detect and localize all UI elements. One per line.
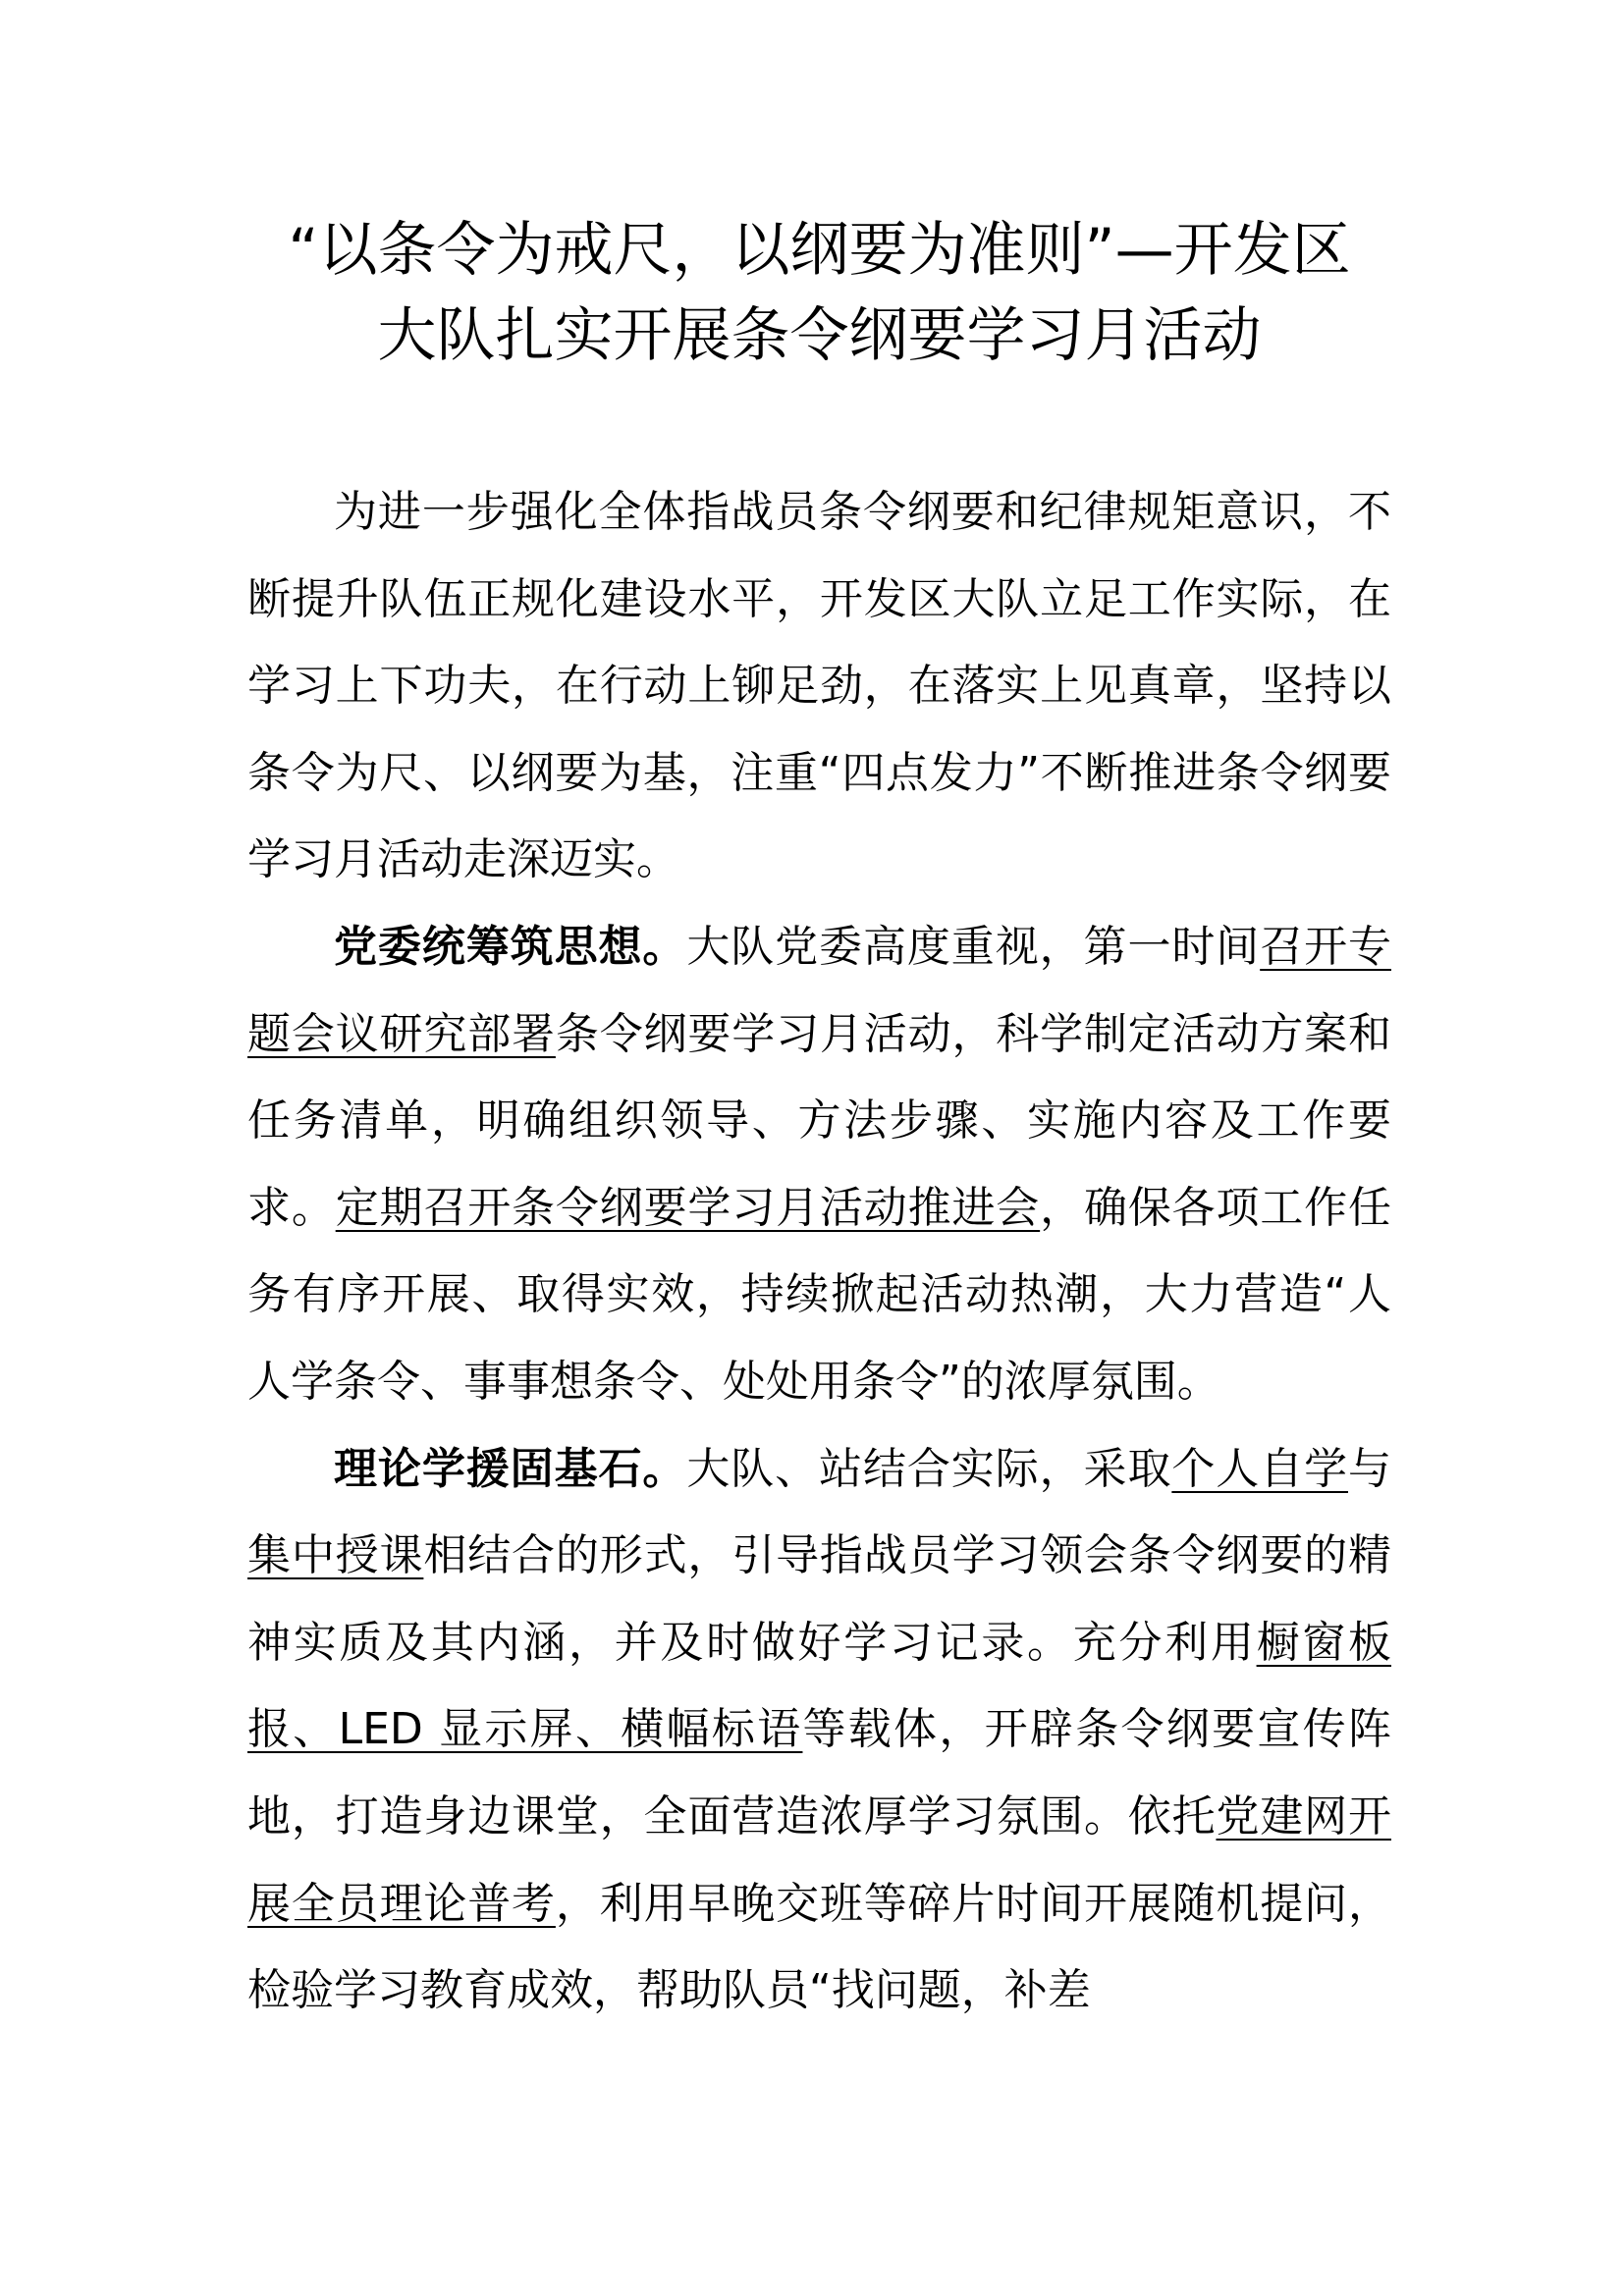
- body-text: ，确保各项工作任务有序开展、取得实效，持续掀起活动热潮，大力营造“人人学条令、事事想条令、处处用条令”的浓厚氛围。: [247, 1182, 1392, 1407]
- body-text: 大队党委高度重视，第一时间: [686, 921, 1261, 972]
- section-party-committee: [247, 904, 1391, 1426]
- underlined-text: 党建网开展全员理论普考: [247, 1790, 1392, 1929]
- section-theory-study: [247, 1426, 1391, 2035]
- document-page: [247, 208, 1391, 2035]
- underlined-text: 定期召开条令纲要学习月活动推进会: [335, 1182, 1041, 1233]
- underlined-text: 橱窗板报、LED 显示屏、横幅标语: [247, 1617, 1392, 1755]
- body-text: 条令纲要学习月活动，科学制定活动方案和任务清单，明确组织领导、方法步骤、实施内容及工作要求。: [247, 1008, 1392, 1233]
- body-text: 与: [1348, 1443, 1392, 1494]
- underlined-text: 集中授课: [247, 1530, 424, 1581]
- section-heading: 党委统筹筑思想。: [334, 921, 687, 972]
- underlined-text: 召开专题会议研究部署: [247, 921, 1392, 1059]
- title-line-1: “以条令为戒尺，以纲要为准则”—开发区: [288, 216, 1351, 285]
- section-heading: 理论学援固基石。: [334, 1443, 687, 1494]
- title-line-2: 大队扎实开展条令纲要学习月活动: [377, 301, 1262, 370]
- document-body: [247, 469, 1391, 2035]
- underlined-text: 个人自学: [1171, 1443, 1349, 1494]
- body-text: 相结合的形式，引导指战员学习领会条令纲要的精神实质及其内涵，并及时做好学习记录。充分利用: [247, 1530, 1392, 1668]
- body-text: 大队、站结合实际，采取: [686, 1443, 1172, 1494]
- body-text: 等载体，开辟条令纲要宣传阵地，打造身边课堂，全面营造浓厚学习氛围。依托: [247, 1704, 1392, 1842]
- intro-paragraph: 为进一步强化全体指战员条令纲要和纪律规矩意识，不断提升队伍正规化建设水平，开发区大队立足工作实际，在学习上下功夫，在行动上铆足劲，在落实上见真章，坚持以条令为尺、以纲要为基，注重“四点发力”不断推进条令纲要学习月活动走深迈实。: [247, 487, 1391, 885]
- document-title: [228, 208, 1411, 379]
- body-text: ，利用早晚交班等碎片时间开展随机提问，检验学习教育成效，帮助队员“找问题，补差: [247, 1878, 1392, 2016]
